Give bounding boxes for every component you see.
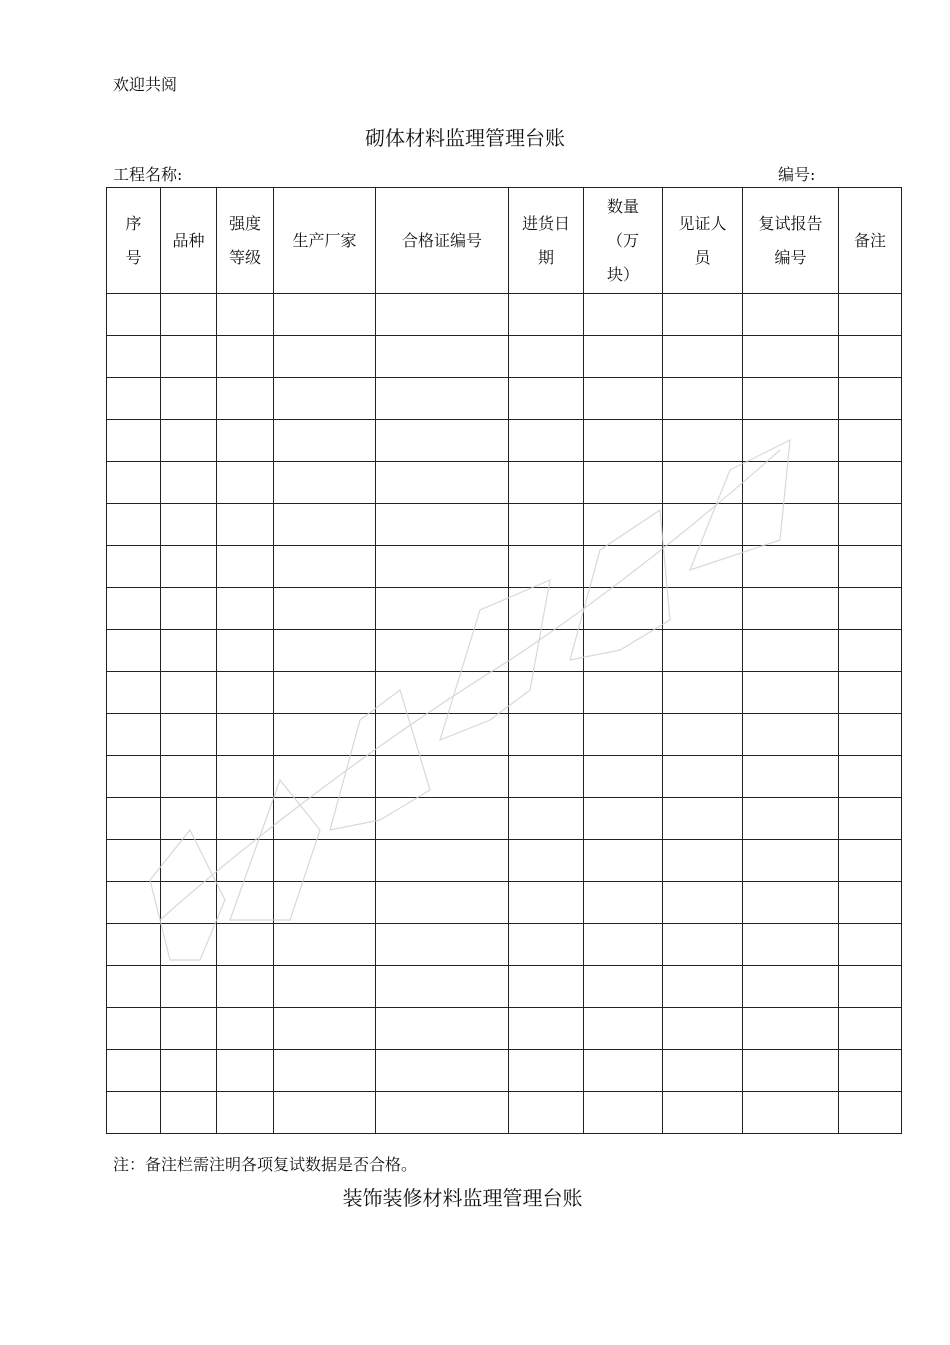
table-row — [107, 966, 902, 1008]
table-cell — [161, 1092, 217, 1134]
table-cell — [376, 714, 509, 756]
table-cell — [107, 840, 161, 882]
table-cell — [584, 840, 663, 882]
table-cell — [274, 672, 376, 714]
column-header-remarks: 备注 — [839, 188, 902, 294]
table-cell — [743, 672, 839, 714]
table-cell — [217, 672, 274, 714]
table-cell — [839, 294, 902, 336]
table-cell — [376, 546, 509, 588]
table-cell — [376, 336, 509, 378]
table-cell — [663, 1050, 743, 1092]
table-cell — [839, 1008, 902, 1050]
column-header-manufacturer: 生产厂家 — [274, 188, 376, 294]
column-header-arrival-date: 进货日 期 — [509, 188, 584, 294]
table-cell — [743, 756, 839, 798]
table-cell — [663, 294, 743, 336]
table-row — [107, 672, 902, 714]
table-cell — [217, 378, 274, 420]
table-cell — [161, 504, 217, 546]
table-cell — [839, 882, 902, 924]
table-cell — [161, 672, 217, 714]
table-cell — [584, 672, 663, 714]
document-code-label: 编号: — [778, 165, 816, 184]
table-cell — [161, 924, 217, 966]
table-row — [107, 714, 902, 756]
table-row — [107, 1092, 902, 1134]
table-cell — [584, 294, 663, 336]
table-cell — [584, 756, 663, 798]
table-row — [107, 294, 902, 336]
table-cell — [509, 756, 584, 798]
table-cell — [107, 1092, 161, 1134]
table-cell — [509, 588, 584, 630]
table-cell — [839, 336, 902, 378]
table-cell — [274, 294, 376, 336]
table-cell — [217, 924, 274, 966]
table-cell — [743, 1008, 839, 1050]
table-cell — [743, 630, 839, 672]
table-cell — [274, 504, 376, 546]
table-cell — [743, 924, 839, 966]
table-cell — [584, 882, 663, 924]
table-cell — [161, 840, 217, 882]
table-cell — [743, 336, 839, 378]
table-cell — [743, 1092, 839, 1134]
table-cell — [839, 714, 902, 756]
table-cell — [217, 882, 274, 924]
table-cell — [839, 504, 902, 546]
table-cell — [274, 588, 376, 630]
table-cell — [663, 546, 743, 588]
table-cell — [107, 546, 161, 588]
table-cell — [509, 882, 584, 924]
table-cell — [376, 798, 509, 840]
table-cell — [376, 756, 509, 798]
table-cell — [509, 966, 584, 1008]
table-cell — [584, 630, 663, 672]
table-cell — [839, 672, 902, 714]
table-cell — [217, 630, 274, 672]
column-header-serial: 序 号 — [107, 188, 161, 294]
table-row — [107, 336, 902, 378]
table-cell — [509, 1092, 584, 1134]
table-cell — [663, 420, 743, 462]
table-cell — [107, 462, 161, 504]
table-cell — [663, 840, 743, 882]
table-cell — [509, 840, 584, 882]
table-cell — [217, 798, 274, 840]
table-cell — [274, 462, 376, 504]
table-cell — [161, 798, 217, 840]
table-cell — [274, 966, 376, 1008]
table-cell — [376, 504, 509, 546]
table-row — [107, 1008, 902, 1050]
table-cell — [376, 966, 509, 1008]
table-cell — [376, 294, 509, 336]
table-cell — [663, 1008, 743, 1050]
table-cell — [107, 714, 161, 756]
table-cell — [839, 588, 902, 630]
column-header-strength-grade: 强度 等级 — [217, 188, 274, 294]
table-cell — [509, 1008, 584, 1050]
table-cell — [663, 462, 743, 504]
header-note: 欢迎共阅 — [113, 75, 178, 94]
table-cell — [663, 378, 743, 420]
table-cell — [743, 546, 839, 588]
table-cell — [217, 294, 274, 336]
table-row — [107, 420, 902, 462]
column-header-certificate-no: 合格证编号 — [376, 188, 509, 294]
table-cell — [274, 756, 376, 798]
table-cell — [376, 1050, 509, 1092]
table-row — [107, 798, 902, 840]
table-cell — [107, 588, 161, 630]
table-cell — [743, 294, 839, 336]
table-cell — [839, 1092, 902, 1134]
table-row — [107, 840, 902, 882]
table-cell — [839, 378, 902, 420]
table-body — [107, 294, 902, 1134]
table-cell — [509, 462, 584, 504]
table-cell — [107, 1050, 161, 1092]
table-row — [107, 378, 902, 420]
table-cell — [839, 1050, 902, 1092]
table-cell — [509, 420, 584, 462]
table-cell — [274, 630, 376, 672]
table-cell — [107, 630, 161, 672]
table-cell — [161, 420, 217, 462]
table-row — [107, 1050, 902, 1092]
project-name-label: 工程名称: — [113, 165, 183, 184]
table-cell — [839, 546, 902, 588]
table-cell — [274, 798, 376, 840]
table-cell — [107, 756, 161, 798]
table-cell — [161, 756, 217, 798]
table-cell — [743, 714, 839, 756]
table-cell — [376, 630, 509, 672]
table-cell — [509, 336, 584, 378]
table-cell — [584, 1050, 663, 1092]
table-cell — [217, 756, 274, 798]
table-cell — [743, 966, 839, 1008]
table-cell — [509, 546, 584, 588]
table-row — [107, 588, 902, 630]
table-cell — [584, 714, 663, 756]
table-cell — [217, 420, 274, 462]
table-cell — [161, 588, 217, 630]
table-cell — [509, 294, 584, 336]
table-footnote: 注：备注栏需注明各项复试数据是否合格。 — [113, 1155, 418, 1174]
table-cell — [663, 756, 743, 798]
table-cell — [161, 1050, 217, 1092]
table-cell — [107, 294, 161, 336]
table-cell — [107, 1008, 161, 1050]
page-title: 砌体材料监理管理台账 — [365, 126, 565, 150]
table-cell — [376, 1092, 509, 1134]
table-cell — [274, 420, 376, 462]
table-cell — [107, 420, 161, 462]
table-cell — [376, 840, 509, 882]
table-cell — [743, 882, 839, 924]
table-cell — [107, 882, 161, 924]
table-cell — [161, 462, 217, 504]
column-header-retest-report-no: 复试报告 编号 — [743, 188, 839, 294]
table-cell — [161, 630, 217, 672]
table-cell — [839, 462, 902, 504]
table-row — [107, 924, 902, 966]
table-cell — [274, 714, 376, 756]
table-row — [107, 882, 902, 924]
table-cell — [743, 1050, 839, 1092]
column-header-witness: 见证人 员 — [663, 188, 743, 294]
table-cell — [161, 1008, 217, 1050]
table-cell — [107, 924, 161, 966]
table-cell — [839, 798, 902, 840]
table-cell — [376, 882, 509, 924]
table-cell — [509, 504, 584, 546]
table-cell — [584, 1008, 663, 1050]
table-cell — [839, 840, 902, 882]
table-cell — [376, 462, 509, 504]
table-cell — [839, 966, 902, 1008]
table-cell — [509, 672, 584, 714]
table-cell — [217, 1092, 274, 1134]
table-cell — [376, 420, 509, 462]
next-section-title: 装饰装修材料监理管理台账 — [342, 1186, 583, 1210]
table-cell — [663, 588, 743, 630]
table-cell — [217, 714, 274, 756]
table-cell — [274, 546, 376, 588]
table-cell — [274, 1008, 376, 1050]
table-cell — [161, 714, 217, 756]
table-cell — [584, 1092, 663, 1134]
table-cell — [743, 462, 839, 504]
table-cell — [217, 462, 274, 504]
table-cell — [217, 840, 274, 882]
table-cell — [107, 966, 161, 1008]
table-cell — [217, 336, 274, 378]
table-cell — [161, 336, 217, 378]
table-cell — [839, 756, 902, 798]
table-cell — [584, 588, 663, 630]
table-cell — [161, 294, 217, 336]
table-cell — [161, 882, 217, 924]
table-cell — [217, 966, 274, 1008]
table-cell — [376, 924, 509, 966]
table-cell — [839, 420, 902, 462]
table-cell — [584, 462, 663, 504]
table-cell — [584, 336, 663, 378]
table-cell — [107, 378, 161, 420]
table-cell — [274, 1092, 376, 1134]
table-cell — [663, 924, 743, 966]
table-cell — [663, 672, 743, 714]
table-cell — [161, 378, 217, 420]
table-cell — [584, 966, 663, 1008]
table-cell — [376, 1008, 509, 1050]
table-cell — [663, 798, 743, 840]
table-cell — [509, 924, 584, 966]
table-cell — [217, 504, 274, 546]
table-cell — [743, 420, 839, 462]
table-cell — [663, 882, 743, 924]
table-row — [107, 504, 902, 546]
table-cell — [584, 378, 663, 420]
table-cell — [839, 630, 902, 672]
table-cell — [376, 378, 509, 420]
table-cell — [376, 588, 509, 630]
table-cell — [743, 588, 839, 630]
ledger-table — [106, 187, 902, 1134]
table-cell — [743, 798, 839, 840]
table-header-row — [107, 188, 902, 294]
table-cell — [217, 1050, 274, 1092]
table-cell — [509, 630, 584, 672]
table-cell — [663, 504, 743, 546]
table-cell — [107, 798, 161, 840]
table-cell — [217, 1008, 274, 1050]
table-cell — [274, 378, 376, 420]
table-cell — [584, 420, 663, 462]
table-cell — [663, 714, 743, 756]
table-cell — [274, 336, 376, 378]
table-cell — [161, 546, 217, 588]
table-cell — [107, 336, 161, 378]
table-cell — [509, 714, 584, 756]
table-cell — [274, 882, 376, 924]
table-cell — [509, 798, 584, 840]
table-cell — [663, 966, 743, 1008]
table-cell — [584, 504, 663, 546]
table-cell — [663, 336, 743, 378]
table-cell — [274, 840, 376, 882]
table-row — [107, 462, 902, 504]
table-cell — [217, 588, 274, 630]
table-cell — [217, 546, 274, 588]
table-cell — [161, 966, 217, 1008]
table-cell — [663, 630, 743, 672]
table-cell — [663, 1092, 743, 1134]
table-row — [107, 756, 902, 798]
table-cell — [107, 504, 161, 546]
table-cell — [107, 672, 161, 714]
table-cell — [376, 672, 509, 714]
table-cell — [274, 1050, 376, 1092]
table-cell — [743, 840, 839, 882]
table-cell — [584, 924, 663, 966]
table-cell — [743, 378, 839, 420]
table-cell — [839, 924, 902, 966]
column-header-variety: 品种 — [161, 188, 217, 294]
table-cell — [743, 504, 839, 546]
table-cell — [584, 798, 663, 840]
table-cell — [509, 378, 584, 420]
table-row — [107, 546, 902, 588]
table-cell — [274, 924, 376, 966]
column-header-quantity: 数量 （万 块） — [584, 188, 663, 294]
table-cell — [509, 1050, 584, 1092]
table-row — [107, 630, 902, 672]
table-cell — [584, 546, 663, 588]
